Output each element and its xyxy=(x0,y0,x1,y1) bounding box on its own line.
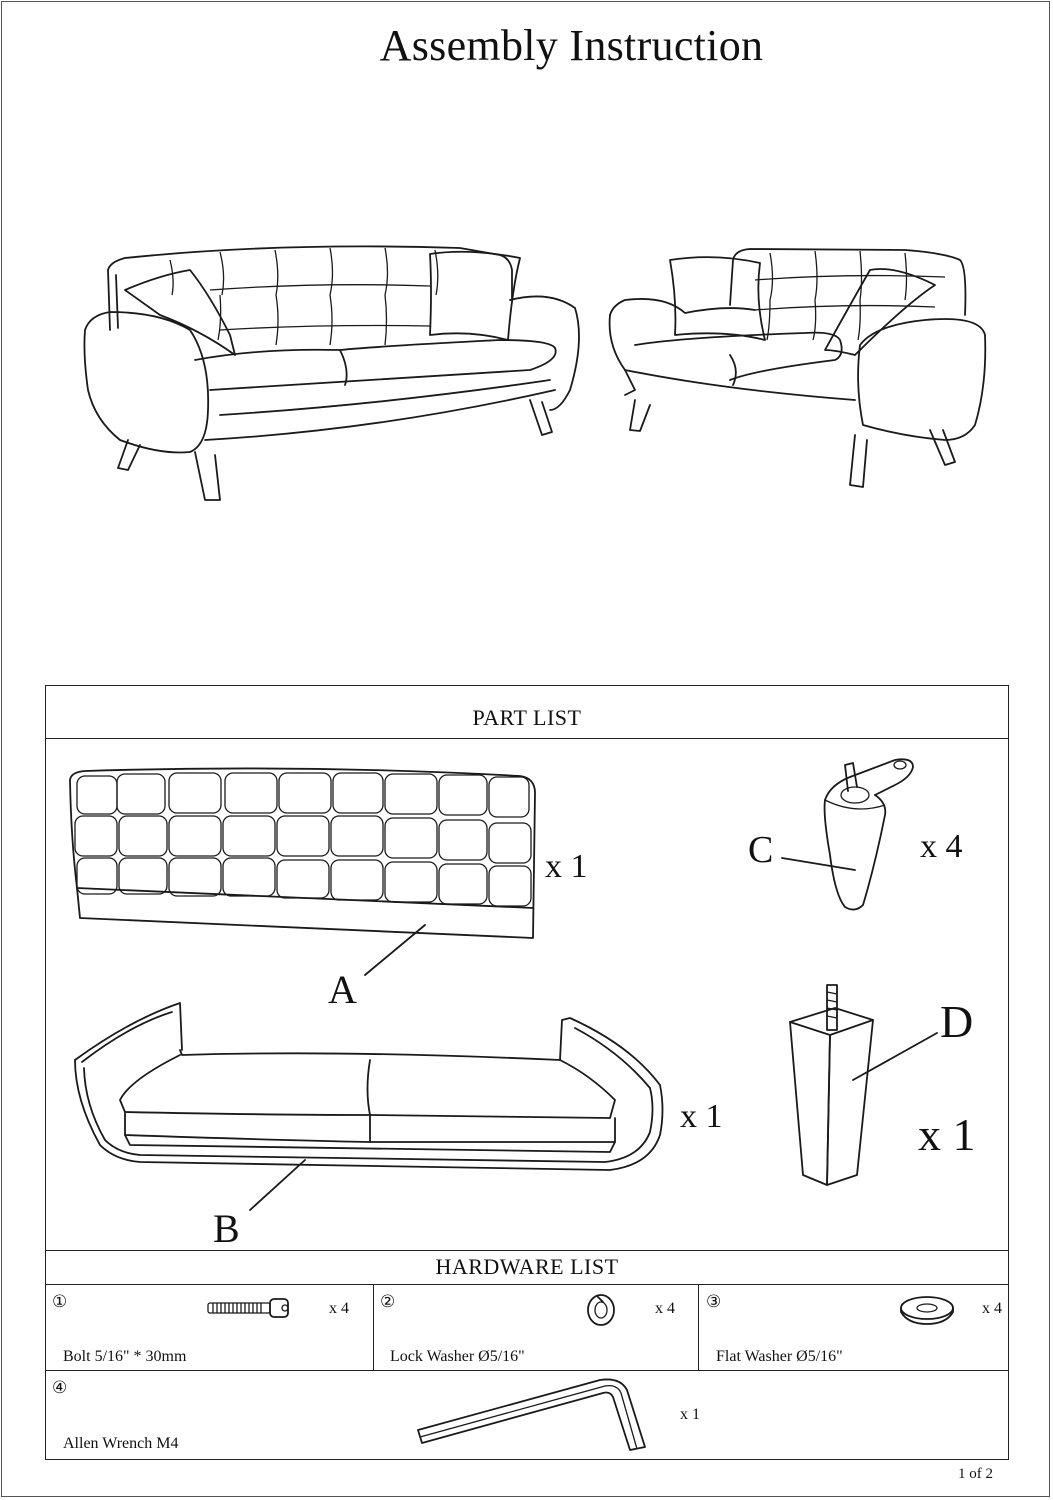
part-b-leader-line xyxy=(245,1155,310,1215)
hardware-item-1-name: Bolt 5/16" * 30mm xyxy=(63,1348,187,1365)
loveseat-illustration xyxy=(605,245,990,490)
part-d-label: D xyxy=(940,996,974,1047)
part-list-header: PART LIST xyxy=(472,705,582,730)
page-title: Assembly Instruction xyxy=(379,21,764,70)
part-d-leader-line xyxy=(850,1030,940,1085)
hardware-item-2-number: ② xyxy=(380,1292,396,1311)
part-d-square-leg xyxy=(785,980,880,1190)
hardware-grid-col-divider-1 xyxy=(373,1284,374,1370)
part-c-leader-line xyxy=(780,855,860,875)
part-c-quantity: x 4 xyxy=(920,828,963,865)
part-b-quantity: x 1 xyxy=(680,1098,723,1135)
hardware-item-1-quantity: x 4 xyxy=(329,1300,349,1317)
bolt-icon xyxy=(205,1297,295,1319)
hardware-list-top-divider xyxy=(45,1250,1009,1251)
part-a-leader-line xyxy=(360,920,430,980)
part-c-tapered-leg xyxy=(815,755,920,915)
part-list-header-divider xyxy=(45,738,1009,739)
hardware-item-2-name: Lock Washer Ø5/16" xyxy=(390,1348,525,1365)
page-number: 1 of 2 xyxy=(958,1466,993,1482)
lock-washer-icon xyxy=(585,1292,617,1328)
hardware-item-2-quantity: x 4 xyxy=(655,1300,675,1317)
part-d-quantity: x 1 xyxy=(918,1109,976,1160)
hardware-item-1-number: ① xyxy=(52,1292,68,1311)
hardware-grid-col-divider-2 xyxy=(698,1284,699,1370)
hardware-item-3-name: Flat Washer Ø5/16" xyxy=(716,1348,843,1365)
hardware-grid-top-line xyxy=(45,1284,1009,1285)
hardware-item-3-number: ③ xyxy=(706,1292,722,1311)
part-c-label: C xyxy=(748,829,774,871)
flat-washer-icon xyxy=(898,1294,956,1326)
hardware-item-4-quantity: x 1 xyxy=(680,1406,700,1423)
hardware-item-3-quantity: x 4 xyxy=(982,1300,1002,1317)
part-a-quantity: x 1 xyxy=(545,848,588,885)
part-a-label: A xyxy=(328,967,357,1012)
hardware-item-4-name: Allen Wrench M4 xyxy=(63,1435,179,1452)
hardware-item-4-number: ④ xyxy=(52,1378,68,1397)
part-b-label: B xyxy=(213,1206,240,1251)
hardware-list-header: HARDWARE LIST xyxy=(435,1254,619,1279)
hardware-grid-mid-line xyxy=(45,1370,1009,1371)
sofa-illustration xyxy=(80,240,590,505)
allen-wrench-icon xyxy=(415,1375,650,1455)
part-b-seat-frame xyxy=(70,1000,670,1185)
part-a-backrest xyxy=(65,768,540,943)
